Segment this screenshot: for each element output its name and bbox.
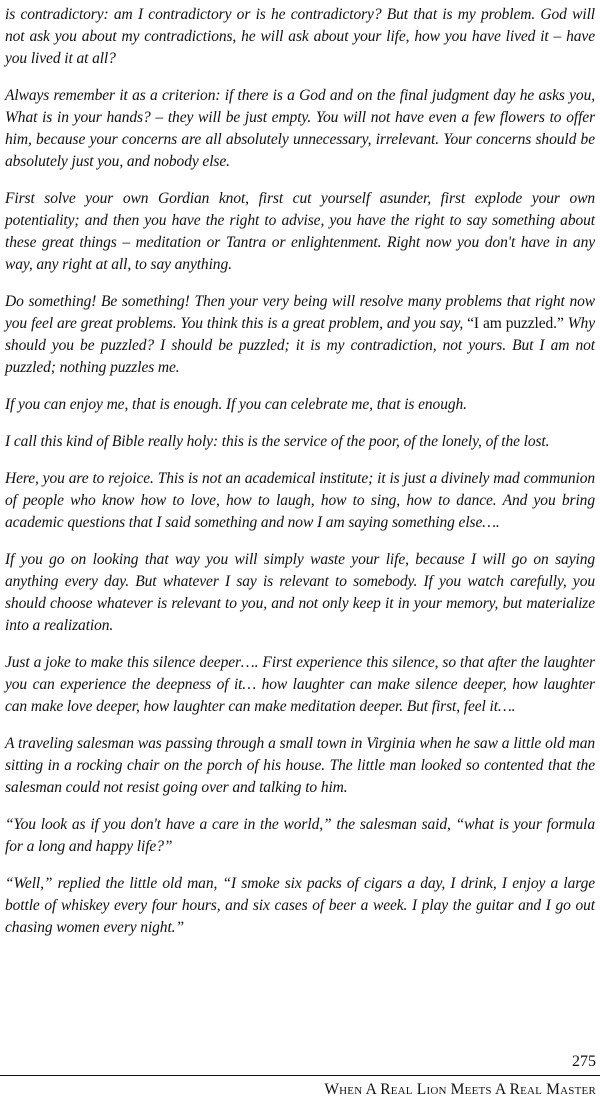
paragraph-text: Here, you are to rejoice. This is not an academical institute; it is just a divinely mad communion of people who know how to love, how to laugh, how to sing, how to dance. And you bring academic questions that I said something and now I am saying something else….	[5, 470, 595, 531]
footer-rule	[0, 1075, 600, 1076]
paragraph	[5, 394, 595, 416]
paragraph	[5, 814, 595, 858]
paragraph	[5, 291, 595, 379]
paragraph-text: Why should you be puzzled? I should be puzzled; it is my contradiction, not yours. But I am not puzzled; nothing puzzles me.	[5, 315, 595, 376]
paragraph-text: “You look as if you don't have a care in the world,” the salesman said, “what is your formula for a long and happy life?”	[5, 816, 595, 855]
paragraph	[5, 431, 595, 453]
paragraph-text: If you can enjoy me, that is enough. If you can celebrate me, that is enough.	[5, 396, 467, 413]
paragraph	[5, 4, 595, 70]
paragraph	[5, 188, 595, 276]
body-text	[5, 4, 595, 954]
paragraph	[5, 549, 595, 637]
paragraph	[5, 733, 595, 799]
paragraph-text: Do something! Be something! Then your very being will resolve many problems that right now you feel are great problems. You think this is a great problem, and you say,	[5, 293, 595, 332]
paragraph	[5, 85, 595, 173]
paragraph	[5, 873, 595, 939]
paragraph	[5, 652, 595, 718]
paragraph	[5, 468, 595, 534]
running-footer: When A Real Lion Meets A Real Master	[324, 1081, 596, 1098]
paragraph-text: If you go on looking that way you will simply waste your life, because I will go on saying anything every day. But whatever I say is relevant to somebody. If you watch carefully, you should choose whatever is relevant to you, and not only keep it in your memory, but materialize into a realization.	[5, 551, 595, 634]
paragraph-text: Just a joke to make this silence deeper…. First experience this silence, so that after the laughter you can experience the deepness of it… how laughter can make silence deeper, how laughter can make love deeper, how laughter can make meditation deeper. But first, feel it….	[5, 654, 595, 715]
paragraph-text: I call this kind of Bible really holy: this is the service of the poor, of the lonely, of the lost.	[5, 433, 550, 450]
page-number: 275	[572, 1053, 596, 1070]
paragraph-text: First solve your own Gordian knot, first cut yourself asunder, first explode your own potentiality; and then you have the right to advise, you have the right to say something about these great things – meditation or Tantra or enlightenment. Right now you don't have in any way, any right at all, to say anything.	[5, 190, 595, 273]
paragraph-text: A traveling salesman was passing through a small town in Virginia when he saw a little old man sitting in a rocking chair on the porch of his house. The little man looked so contented that the salesman could not resist going over and talking to him.	[5, 735, 595, 796]
paragraph-text: “I am puzzled.”	[467, 315, 564, 332]
paragraph-text: Always remember it as a criterion: if there is a God and on the final judgment day he asks you, What is in your hands? – they will be just empty. You will not have even a few flowers to offer him, because your concerns are all absolutely unnecessary, irrelevant. Your concerns should be absolutely just you, and nobody else.	[5, 87, 595, 170]
paragraph-text: is contradictory: am I contradictory or is he contradictory? But that is my problem. God will not ask you about my contradictions, he will ask about your life, how you have lived it – have you lived it at all?	[5, 6, 595, 67]
paragraph-text: “Well,” replied the little old man, “I smoke six packs of cigars a day, I drink, I enjoy a large bottle of whiskey every four hours, and six cases of beer a week. I play the guitar and I go out chasing women every night.”	[5, 875, 595, 936]
